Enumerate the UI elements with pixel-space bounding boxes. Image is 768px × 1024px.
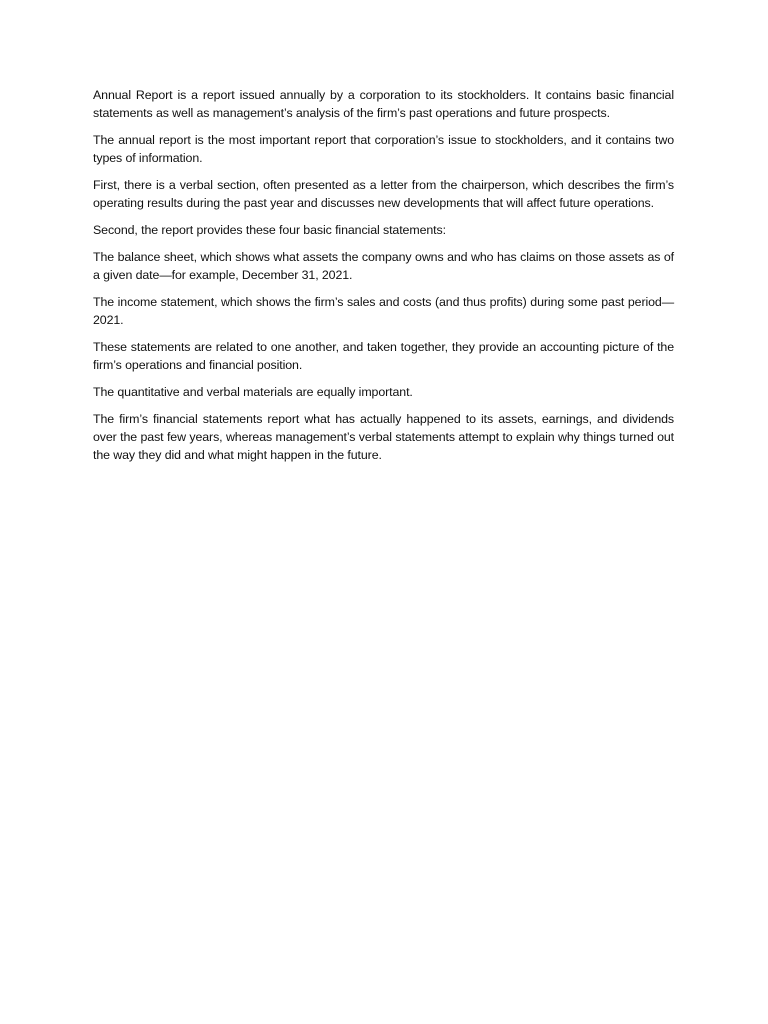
paragraph-statements-related: These statements are related to one another, and taken together, they provide an accounting picture of the firm’s operations and financial position.	[93, 340, 674, 372]
paragraph-equally-important: The quantitative and verbal materials are equally important.	[93, 385, 413, 399]
document-body	[93, 86, 674, 473]
paragraph-annual-report-importance: The annual report is the most important report that corporation’s issue to stockholders, and it contains two types of information.	[93, 133, 674, 165]
paragraph-balance-sheet: The balance sheet, which shows what assets the company owns and who has claims on those assets as of a given date—for example, December 31, 2021.	[93, 250, 674, 282]
paragraph-verbal-section: First, there is a verbal section, often presented as a letter from the chairperson, which describes the firm’s operating results during the past year and discusses new developments that will affect future operations.	[93, 178, 674, 210]
paragraph-annual-report-definition: Annual Report is a report issued annually by a corporation to its stockholders. It contains basic financial statements as well as management’s analysis of the firm’s past operations and future prospects.	[93, 88, 674, 120]
paragraph-financial-statements-report: The firm’s financial statements report what has actually happened to its assets, earnings, and dividends over the past few years, whereas management’s verbal statements attempt to explain why things turned out the way they did and what might happen in the future.	[93, 412, 674, 462]
paragraph-financial-statements-intro: Second, the report provides these four basic financial statements:	[93, 223, 446, 237]
paragraph-income-statement: The income statement, which shows the firm’s sales and costs (and thus profits) during some past period— 2021.	[93, 295, 674, 327]
